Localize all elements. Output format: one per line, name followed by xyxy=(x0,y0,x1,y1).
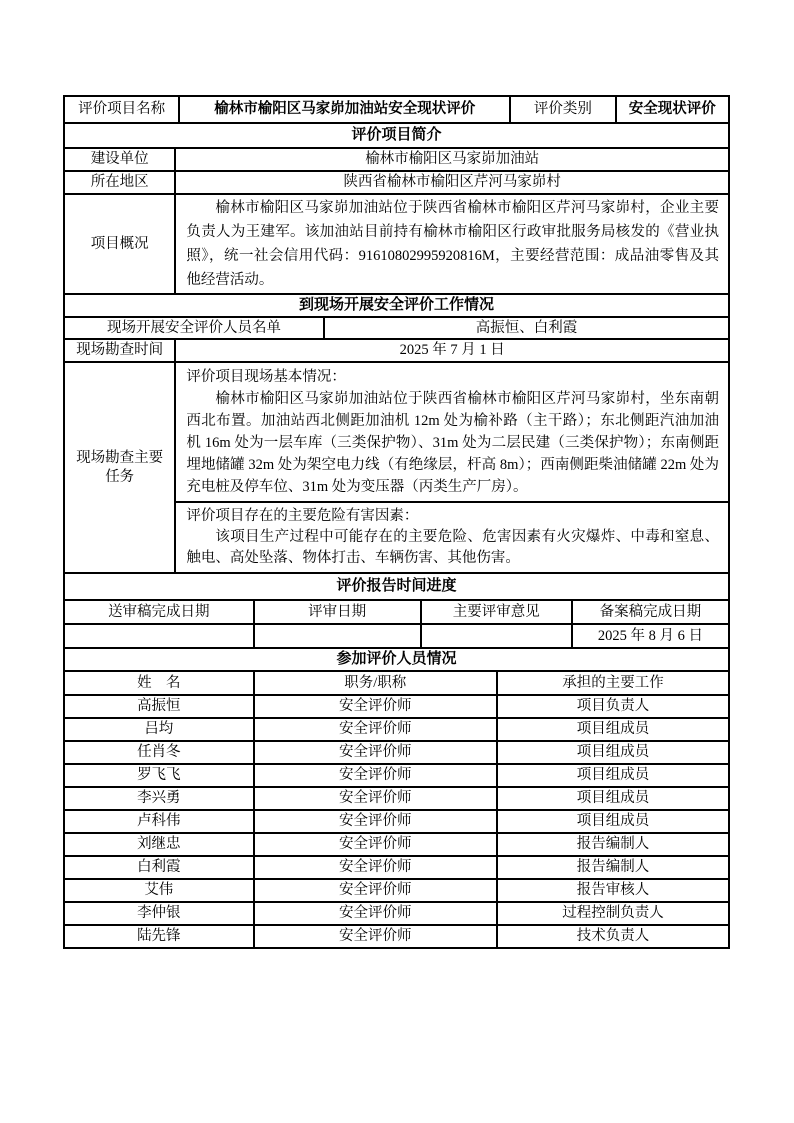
person-title: 安全评价师 xyxy=(253,811,496,832)
person-role: 项目组成员 xyxy=(496,811,728,832)
survey-task-row xyxy=(65,361,728,572)
person-role: 报告审核人 xyxy=(496,880,728,901)
person-name: 罗飞飞 xyxy=(137,767,181,784)
person-role: 过程控制负责人 xyxy=(496,903,728,924)
person-name: 李兴勇 xyxy=(137,790,181,807)
person-row xyxy=(65,832,728,855)
schedule-values-row xyxy=(65,623,728,647)
people-col-title: 职务/职称 xyxy=(253,672,496,694)
person-row xyxy=(65,855,728,878)
survey-date-label: 现场勘查时间 xyxy=(76,342,164,359)
person-row xyxy=(65,878,728,901)
hazards-title: 评价项目存在的主要危险有害因素： xyxy=(186,508,419,524)
person-name: 卢科伟 xyxy=(137,813,181,830)
field-staff-row xyxy=(65,316,728,338)
evaluation-category-label: 评价类别 xyxy=(509,97,614,122)
person-role: 技术负责人 xyxy=(496,926,728,947)
person-row xyxy=(65,763,728,786)
evaluation-category-value: 安全现状评价 xyxy=(615,97,728,122)
person-role: 报告编制人 xyxy=(496,834,728,855)
person-title: 安全评价师 xyxy=(253,834,496,855)
construction-unit-label: 建设单位 xyxy=(90,151,149,168)
person-title: 安全评价师 xyxy=(253,788,496,809)
survey-date-row xyxy=(65,338,728,361)
person-role: 项目组成员 xyxy=(496,742,728,763)
survey-task-content xyxy=(174,363,728,572)
person-role: 报告编制人 xyxy=(496,857,728,878)
schedule-col-review-date: 评审日期 xyxy=(253,601,420,623)
people-col-role: 承担的主要工作 xyxy=(496,672,728,694)
project-overview-text xyxy=(174,195,728,293)
schedule-val-draft-date xyxy=(65,625,253,647)
person-title: 安全评价师 xyxy=(253,765,496,786)
project-name-value: 榆林市榆阳区马家峁加油站安全现状评价 xyxy=(178,97,509,122)
person-title: 安全评价师 xyxy=(253,926,496,947)
intro-section-title: 评价项目简介 xyxy=(351,127,442,144)
hazards-body: 该项目生产过程中可能存在的主要危险、危害因素有火灾爆炸、中毒和窒息、触电、高处坠落、物体打击、车辆伤害、其他伤害。 xyxy=(186,529,719,566)
people-col-name: 姓 名 xyxy=(137,674,181,691)
schedule-columns-row xyxy=(65,599,728,623)
schedule-col-review-opinion: 主要评审意见 xyxy=(420,601,571,623)
person-title: 安全评价师 xyxy=(253,742,496,763)
schedule-val-record-date: 2025 年 8 月 6 日 xyxy=(571,625,728,647)
schedule-val-review-date xyxy=(253,625,420,647)
field-staff-value: 高振恒、白利霞 xyxy=(323,318,728,338)
person-name: 刘继忠 xyxy=(137,836,181,853)
schedule-col-record-date: 备案稿完成日期 xyxy=(571,601,728,623)
person-row xyxy=(65,740,728,763)
construction-unit-row xyxy=(65,147,728,170)
people-columns-row xyxy=(65,670,728,694)
person-name: 艾伟 xyxy=(144,882,174,899)
survey-task-label: 现场勘查主要任务 xyxy=(76,450,164,485)
person-role: 项目组成员 xyxy=(496,719,728,740)
person-role: 项目组成员 xyxy=(496,788,728,809)
people-section-title: 参加评价人员情况 xyxy=(336,651,457,668)
schedule-col-draft-date: 送审稿完成日期 xyxy=(108,603,210,620)
project-overview-row xyxy=(65,193,728,293)
location-label: 所在地区 xyxy=(90,174,149,191)
person-title: 安全评价师 xyxy=(253,719,496,740)
person-row xyxy=(65,809,728,832)
site-conditions-body: 榆林市榆阳区马家峁加油站位于陕西省榆林市榆阳区芹河马家峁村，坐东南朝西北布置。加油站西北侧距加油机 12m 处为榆补路（主干路）；东北侧距汽油加油机 16m 处为一层车库（三类保护物）、31m 处为二层民建（三类保护物）；东南侧距埋地储罐 32m 处为架空电力线（有绝缘层，杆高 8m）；西南侧距柴油储罐 22m 处为充电桩及停车位、31m 处为变压器（丙类生产厂房）。 xyxy=(186,391,719,495)
fieldwork-section-header-row xyxy=(65,293,728,316)
hazards-cell xyxy=(176,501,728,572)
intro-section-header-row xyxy=(65,122,728,147)
project-overview-label: 项目概况 xyxy=(90,235,149,252)
project-title-row xyxy=(65,97,728,122)
person-row xyxy=(65,924,728,947)
fieldwork-section-title: 到现场开展安全评价工作情况 xyxy=(298,297,494,314)
person-role: 项目组成员 xyxy=(496,765,728,786)
schedule-section-title: 评价报告时间进度 xyxy=(336,578,457,595)
schedule-val-review-opinion xyxy=(420,625,571,647)
construction-unit-value: 榆林市榆阳区马家峁加油站 xyxy=(174,149,728,170)
person-row xyxy=(65,694,728,717)
person-name: 任肖冬 xyxy=(137,744,181,761)
person-name: 吕均 xyxy=(144,721,174,738)
survey-date-value: 2025 年 7 月 1 日 xyxy=(174,340,728,361)
person-row xyxy=(65,786,728,809)
location-row xyxy=(65,170,728,193)
project-name-label: 评价项目名称 xyxy=(78,101,166,118)
person-name: 高振恒 xyxy=(137,698,181,715)
project-overview-paragraph: 榆林市榆阳区马家峁加油站位于陕西省榆林市榆阳区芹河马家峁村，企业主要负责人为王建军。该加油站目前持有榆林市榆阳区行政审批服务局核发的《营业执照》，统一社会信用代码：91610802995920816M，主要经营范围：成品油零售及其他经营活动。 xyxy=(186,200,719,288)
location-value: 陕西省榆林市榆阳区芹河马家峁村 xyxy=(174,172,728,193)
site-conditions-cell xyxy=(176,363,728,501)
field-staff-label: 现场开展安全评价人员名单 xyxy=(106,319,281,336)
schedule-section-header-row xyxy=(65,572,728,599)
person-name: 陆先锋 xyxy=(137,928,181,945)
people-section-header-row xyxy=(65,647,728,670)
person-row xyxy=(65,901,728,924)
person-title: 安全评价师 xyxy=(253,880,496,901)
person-title: 安全评价师 xyxy=(253,857,496,878)
person-name: 白利霞 xyxy=(137,859,181,876)
person-title: 安全评价师 xyxy=(253,696,496,717)
safety-evaluation-form xyxy=(63,95,730,949)
person-row xyxy=(65,717,728,740)
site-conditions-title: 评价项目现场基本情况： xyxy=(186,369,346,385)
person-name: 李仲银 xyxy=(137,905,181,922)
person-role: 项目负责人 xyxy=(496,696,728,717)
person-title: 安全评价师 xyxy=(253,903,496,924)
